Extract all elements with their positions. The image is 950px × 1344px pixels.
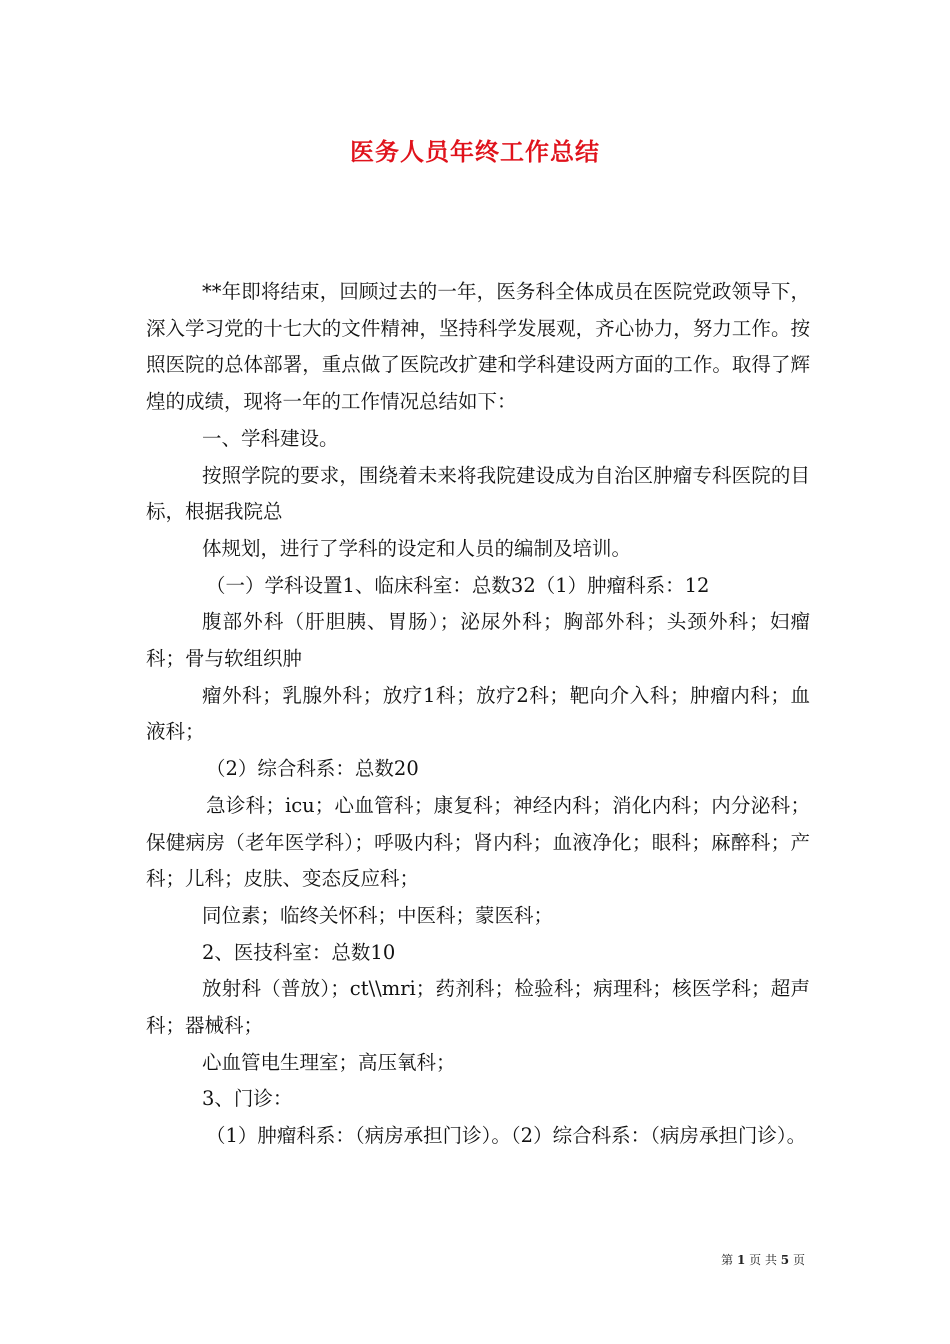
- paragraph-medtech-list-2: 心血管电生理室；高压氧科；: [202, 1050, 456, 1074]
- footer-page-number: 1: [736, 1253, 746, 1267]
- footer-total-pages: 5: [780, 1253, 790, 1267]
- paragraph-general-total: （2）综合科系：总数20: [206, 757, 419, 781]
- paragraph-intro: **年即将结束，回顾过去的一年，医务科全体成员在医院党政领导下，深入学习党的十七大的文件精神，坚持科学发展观，齐心协力，努力工作。按照医院的总体部署，重点做了医院改扩建和学科建设两方面的工作。取得了辉煌的成绩，现将一年的工作情况总结如下：: [146, 280, 810, 414]
- paragraph-medtech-list-1: 放射科（普放）；ct\\mri；药剂科；检验科；病理科；核医学科；超声科；器械科；: [146, 977, 810, 1038]
- paragraph-outpatient-detail: （1）肿瘤科系：（病房承担门诊）。（2）综合科系：（病房承担门诊）。: [206, 1124, 807, 1148]
- footer-suffix: 页: [792, 1253, 805, 1267]
- paragraph-oncology-list-1: 腹部外科（肝胆胰、胃肠）；泌尿外科；胸部外科；头颈外科；妇瘤科；骨与软组织肿: [146, 610, 810, 671]
- document-title: 医务人员年终工作总结: [350, 138, 600, 166]
- paragraph-discipline-setup: （一）学科设置1、临床科室：总数32（1）肿瘤科系：12: [206, 573, 710, 597]
- paragraph-oncology-list-2: 瘤外科；乳腺外科；放疗1科；放疗2科；靶向介入科；肿瘤内科；血液科；: [146, 683, 810, 744]
- paragraph-requirements: 按照学院的要求，围绕着未来将我院建设成为自治区肿瘤专科医院的目标，根据我院总: [146, 463, 810, 524]
- document-body: [146, 274, 810, 1155]
- page-footer: [721, 1251, 805, 1268]
- footer-middle: 页 共: [749, 1253, 777, 1267]
- paragraph-medtech-total: 2、医技科室：总数10: [202, 940, 396, 964]
- heading-discipline-construction: 一、学科建设。: [202, 426, 339, 450]
- paragraph-planning: 体规划，进行了学科的设定和人员的编制及培训。: [202, 536, 632, 560]
- paragraph-general-list-1: 急诊科；icu；心血管科；康复科；神经内科；消化内科；内分泌科；保健病房（老年医学科）；呼吸内科；肾内科；血液净化；眼科；麻醉科；产科；儿科；皮肤、变态反应科；: [146, 793, 810, 891]
- paragraph-outpatient: 3、门诊：: [202, 1087, 293, 1111]
- footer-prefix: 第: [721, 1253, 734, 1267]
- paragraph-general-list-2: 同位素；临终关怀科；中医科；蒙医科；: [202, 903, 554, 927]
